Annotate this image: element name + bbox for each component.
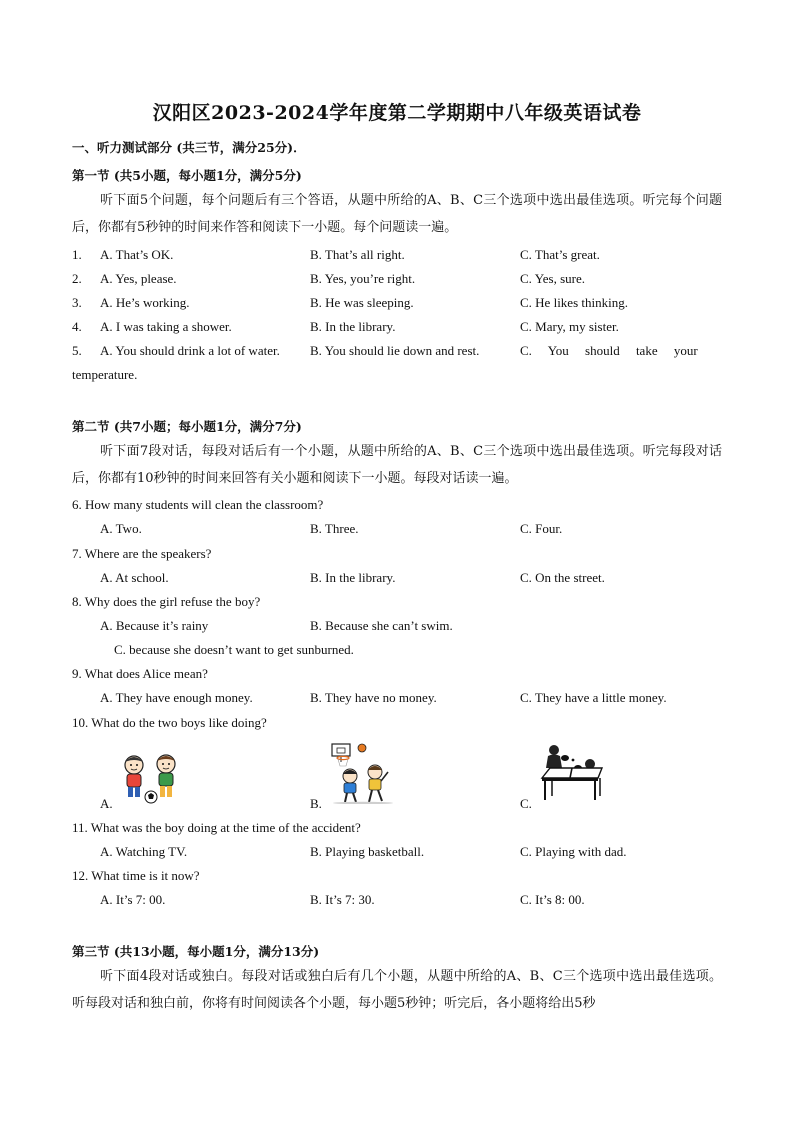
section3-instructions: 听下面4段对话或独白。每段对话或独白后有几个小题，从题中所给的A、B、C三个选项中选出最佳选项。听每段对话和独白前，你将有时间阅读各个小题，每小题5秒钟；听完后，各小题将给出5秒: [72, 969, 722, 1011]
question-stem: 7. Where are the speakers?: [72, 546, 212, 561]
option-a: A. At school.: [100, 570, 169, 585]
option-b: B. Yes, you’re right.: [310, 271, 416, 286]
option-c: C. That’s great.: [520, 247, 600, 262]
question-stem: 9. What does Alice mean?: [72, 666, 208, 681]
option-b: B. Because she can’t swim.: [310, 618, 453, 633]
option-b: B. It’s 7: 30.: [310, 892, 375, 907]
option-c: C. because she doesn’t want to get sunburned.: [114, 642, 354, 657]
option-a: A. Watching TV.: [100, 844, 188, 859]
option-a: A. Yes, please.: [100, 271, 177, 286]
question-stem: 6. How many students will clean the classroom?: [72, 497, 324, 512]
option-b: B. Playing basketball.: [310, 844, 425, 859]
question-stem: 8. Why does the girl refuse the boy?: [72, 594, 261, 609]
option-c: C. Yes, sure.: [520, 271, 586, 286]
option-b: B. They have no money.: [310, 690, 437, 705]
question-stem: 12. What time is it now?: [72, 868, 200, 883]
option-b: B. Three.: [310, 521, 359, 536]
section3-heading: 第三节 (共13小题，每小题1分，满分13分): [72, 944, 320, 959]
exam-title: 汉阳区2023-2024学年度第二学期期中八年级英语试卷: [152, 102, 642, 124]
option-a: A. It’s 7: 00.: [100, 892, 166, 907]
section2-heading: 第二节 (共7小题；每小题1分，满分7分): [72, 419, 302, 434]
option-a: A. They have enough money.: [100, 690, 253, 705]
option-a: A.: [100, 796, 113, 811]
option-c: C. It’s 8: 00.: [520, 892, 585, 907]
ping-pong-table-icon: [540, 742, 604, 802]
option-a: A. Because it’s rainy: [100, 618, 209, 633]
option-b: B. In the library.: [310, 570, 396, 585]
option-c: C.: [520, 796, 532, 811]
question-stem: 10. What do the two boys like doing?: [72, 715, 267, 730]
question-number: 5.: [72, 343, 82, 358]
option-a: A. That’s OK.: [100, 247, 174, 262]
option-c-continuation: temperature.: [72, 367, 138, 382]
option-c: C. On the street.: [520, 570, 605, 585]
option-b: B. You should lie down and rest.: [310, 343, 480, 358]
option-c: C. You should take your: [520, 343, 698, 358]
two-boys-soccer-icon: [118, 752, 186, 804]
kids-basketball-icon: [330, 742, 396, 804]
question-number: 2.: [72, 271, 82, 286]
option-a: A. You should drink a lot of water.: [100, 343, 280, 358]
question-number: 4.: [72, 319, 82, 334]
option-c: C. Playing with dad.: [520, 844, 627, 859]
option-b: B. That’s all right.: [310, 247, 405, 262]
option-c: C. Four.: [520, 521, 563, 536]
option-a: A. He’s working.: [100, 295, 190, 310]
option-b: B.: [310, 796, 322, 811]
option-c: C. They have a little money.: [520, 690, 667, 705]
option-b: B. In the library.: [310, 319, 396, 334]
question-number: 3.: [72, 295, 82, 310]
section1-instructions: 听下面5个问题，每个问题后有三个答语，从题中所给的A、B、C三个选项中选出最佳选项。听完每个问题后，你都有5秒钟的时间来作答和阅读下一小题。每个问题读一遍。: [72, 193, 722, 235]
option-a: A. I was taking a shower.: [100, 319, 232, 334]
question-number: 1.: [72, 247, 82, 262]
question-stem: 11. What was the boy doing at the time of the accident?: [72, 820, 361, 835]
part1-heading: 一、听力测试部分 (共三节，满分25分)．: [72, 140, 306, 155]
option-b: B. He was sleeping.: [310, 295, 414, 310]
option-c: C. He likes thinking.: [520, 295, 628, 310]
option-c: C. Mary, my sister.: [520, 319, 619, 334]
section2-instructions: 听下面7段对话，每段对话后有一个小题，从题中所给的A、B、C三个选项中选出最佳选项。听完每段对话后，你都有10秒钟的时间来回答有关小题和阅读下一小题。每段对话读一遍。: [72, 444, 722, 486]
section1-heading: 第一节 (共5小题，每小题1分，满分5分): [72, 168, 302, 183]
option-a: A. Two.: [100, 521, 142, 536]
